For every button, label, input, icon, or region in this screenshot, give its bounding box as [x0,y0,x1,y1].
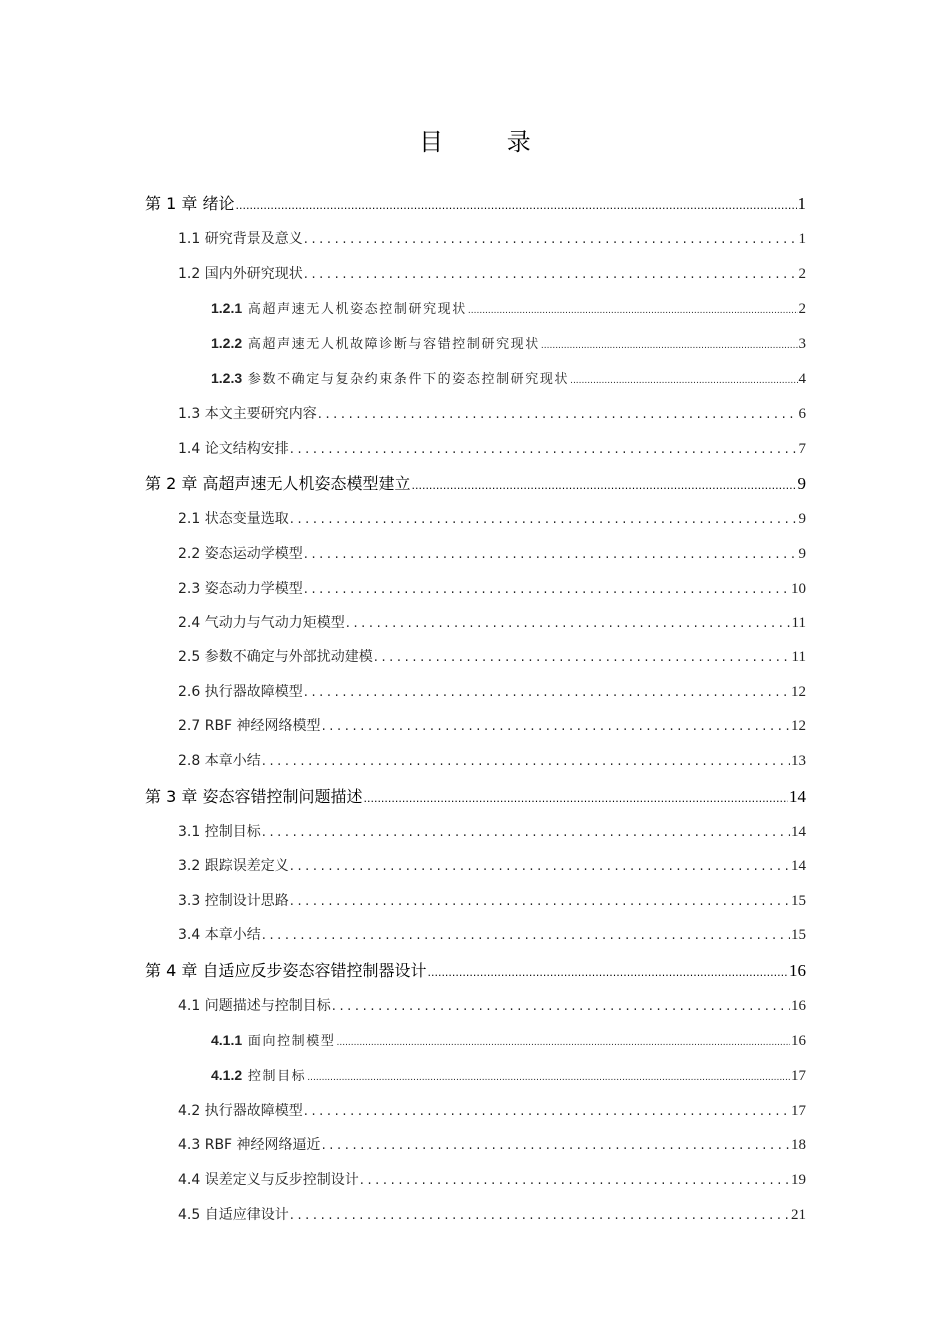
toc-page-number: 14 [791,824,806,840]
toc-entry-label [211,1065,306,1087]
toc-section-entry[interactable] [178,1135,806,1155]
toc-page-number: 17 [791,1103,806,1119]
toc-entry-label: 1.2 国内外研究现状 [178,266,303,282]
toc-entry-label: 3.4 本章小结 [178,927,261,943]
toc-dot-leader [360,1170,790,1191]
toc-entry-text: 控制目标 [247,1069,307,1084]
toc-entry-label: 2.2 姿态运动学模型 [178,546,303,562]
toc-section-entry[interactable] [178,264,806,284]
toc-dot-leader [304,264,798,285]
toc-section-entry[interactable] [178,996,806,1016]
toc-page-number: 13 [791,753,806,769]
toc-entry-label: 1.3 本文主要研究内容 [178,406,317,422]
toc-page-number: 9 [798,511,806,527]
toc-entry-label [211,298,467,320]
toc-chapter-entry[interactable] [145,960,806,982]
toc-page-number: 6 [798,406,806,422]
toc-dot-leader [363,786,788,810]
toc-section-entry[interactable] [178,1170,806,1190]
toc-dot-leader [307,1067,790,1088]
toc-dot-leader [346,613,791,634]
toc-page-number: 17 [791,1068,806,1084]
toc-entry-number: 1.2.1 [211,300,243,316]
toc-entry-number: 1.2.3 [211,370,243,386]
toc-page-number: 11 [791,615,806,631]
toc-entry-label [211,333,540,355]
toc-page-number: 7 [798,441,806,457]
toc-page-number: 16 [791,1033,806,1049]
toc-entry-label: 4.3 RBF 神经网络逼近 [178,1137,321,1153]
toc-entry-label [211,368,569,390]
toc-dot-leader [336,1032,790,1053]
toc-dot-leader [290,439,798,460]
toc-chapter-entry[interactable] [145,786,806,808]
toc-entry-label [211,1030,335,1052]
toc-dot-leader [427,960,788,984]
toc-section-entry[interactable] [178,544,806,564]
toc-section-entry[interactable] [178,925,806,945]
toc-entry-label: 4.1 问题描述与控制目标 [178,998,331,1014]
toc-subsection-entry[interactable] [211,1030,806,1050]
toc-entry-label: 4.5 自适应律设计 [178,1207,289,1223]
toc-section-entry[interactable] [178,229,806,249]
toc-entry-number: 4.1.2 [211,1067,243,1083]
toc-page-number: 21 [791,1207,806,1223]
toc-title: 目 录 [419,128,559,156]
toc-entry-label: 3.3 控制设计思路 [178,893,289,909]
toc-section-entry[interactable] [178,647,806,667]
toc-page-number: 2 [798,266,806,282]
toc-entry-label: 2.6 执行器故障模型 [178,684,303,700]
toc-chapter-entry[interactable] [145,193,806,215]
toc-subsection-entry[interactable] [211,333,806,353]
toc-entry-label: 2.8 本章小结 [178,753,261,769]
toc-section-entry[interactable] [178,822,806,842]
toc-dot-leader [290,1205,790,1226]
toc-dot-leader [235,193,796,217]
toc-page-number: 12 [791,718,806,734]
toc-dot-leader [322,716,790,737]
toc-page-number: 4 [798,371,806,387]
toc-section-entry[interactable] [178,682,806,702]
toc-entry-label: 2.5 参数不确定与外部扰动建模 [178,649,373,665]
toc-entry-label: 1.4 论文结构安排 [178,441,289,457]
toc-entry-label: 第 1 章 绪论 [145,194,235,213]
toc-page-number: 2 [798,301,806,317]
toc-entry-text: 面向控制模型 [247,1034,336,1049]
toc-page-number: 18 [791,1137,806,1153]
toc-entry-label: 2.4 气动力与气动力矩模型 [178,615,345,631]
toc-dot-leader [304,229,798,250]
toc-page-number: 10 [791,581,806,597]
toc-dot-leader [262,751,790,772]
toc-section-entry[interactable] [178,1101,806,1121]
toc-page-number: 1 [797,194,806,213]
toc-entry-label: 2.1 状态变量选取 [178,511,289,527]
toc-dot-leader [411,473,796,497]
toc-entry-label: 3.1 控制目标 [178,824,261,840]
toc-dot-leader [322,1135,790,1156]
toc-dot-leader [290,509,798,530]
toc-dot-leader [468,300,798,321]
toc-entry-label: 第 2 章 高超声速无人机姿态模型建立 [145,474,411,493]
toc-dot-leader [332,996,790,1017]
toc-dot-leader [374,647,791,668]
toc-subsection-entry[interactable] [211,1065,806,1085]
toc-entry-label: 第 4 章 自适应反步姿态容错控制器设计 [145,961,427,980]
toc-chapter-entry[interactable] [145,473,806,495]
toc-section-entry[interactable] [178,439,806,459]
toc-entry-text: 参数不确定与复杂约束条件下的姿态控制研究现状 [247,372,570,387]
toc-page-number: 11 [791,649,806,665]
toc-entry-text: 高超声速无人机故障诊断与容错控制研究现状 [247,337,540,352]
toc-dot-leader [304,1101,790,1122]
toc-page-number: 16 [791,998,806,1014]
toc-section-entry[interactable] [178,404,806,424]
toc-section-entry[interactable] [178,751,806,771]
toc-subsection-entry[interactable] [211,368,806,388]
toc-dot-leader [290,891,790,912]
toc-section-entry[interactable] [178,509,806,529]
toc-entry-number: 4.1.1 [211,1032,243,1048]
toc-dot-leader [290,856,790,877]
toc-page-number: 9 [798,546,806,562]
toc-dot-leader [570,370,797,391]
toc-page-number: 9 [797,474,806,493]
toc-page-number: 14 [791,858,806,874]
toc-entry-label: 4.2 执行器故障模型 [178,1103,303,1119]
toc-entry-label: 4.4 误差定义与反步控制设计 [178,1172,359,1188]
toc-entry-label: 第 3 章 姿态容错控制问题描述 [145,787,363,806]
toc-dot-leader [304,682,790,703]
toc-section-entry[interactable] [178,1205,806,1225]
toc-page-number: 3 [798,336,806,352]
toc-dot-leader [262,822,790,843]
toc-dot-leader [541,335,798,356]
toc-entry-text: 高超声速无人机姿态控制研究现状 [247,302,467,317]
toc-section-entry[interactable] [178,613,806,633]
toc-dot-leader [318,404,798,425]
toc-section-entry[interactable] [178,716,806,736]
toc-section-entry[interactable] [178,891,806,911]
toc-section-entry[interactable] [178,856,806,876]
toc-page-number: 15 [791,927,806,943]
toc-entry-label: 1.1 研究背景及意义 [178,231,303,247]
toc-dot-leader [262,925,790,946]
toc-page-number: 1 [798,231,806,247]
toc-page-number: 14 [789,787,806,806]
toc-section-entry[interactable] [178,579,806,599]
toc-page-number: 19 [791,1172,806,1188]
toc-page-number: 12 [791,684,806,700]
toc-subsection-entry[interactable] [211,298,806,318]
toc-entry-label: 3.2 跟踪误差定义 [178,858,289,874]
toc-entry-label: 2.3 姿态动力学模型 [178,581,303,597]
toc-entry-label: 2.7 RBF 神经网络模型 [178,718,321,734]
toc-dot-leader [304,579,790,600]
toc-dot-leader [304,544,798,565]
toc-entry-number: 1.2.2 [211,335,243,351]
toc-page-number: 15 [791,893,806,909]
toc-page-number: 16 [789,961,806,980]
